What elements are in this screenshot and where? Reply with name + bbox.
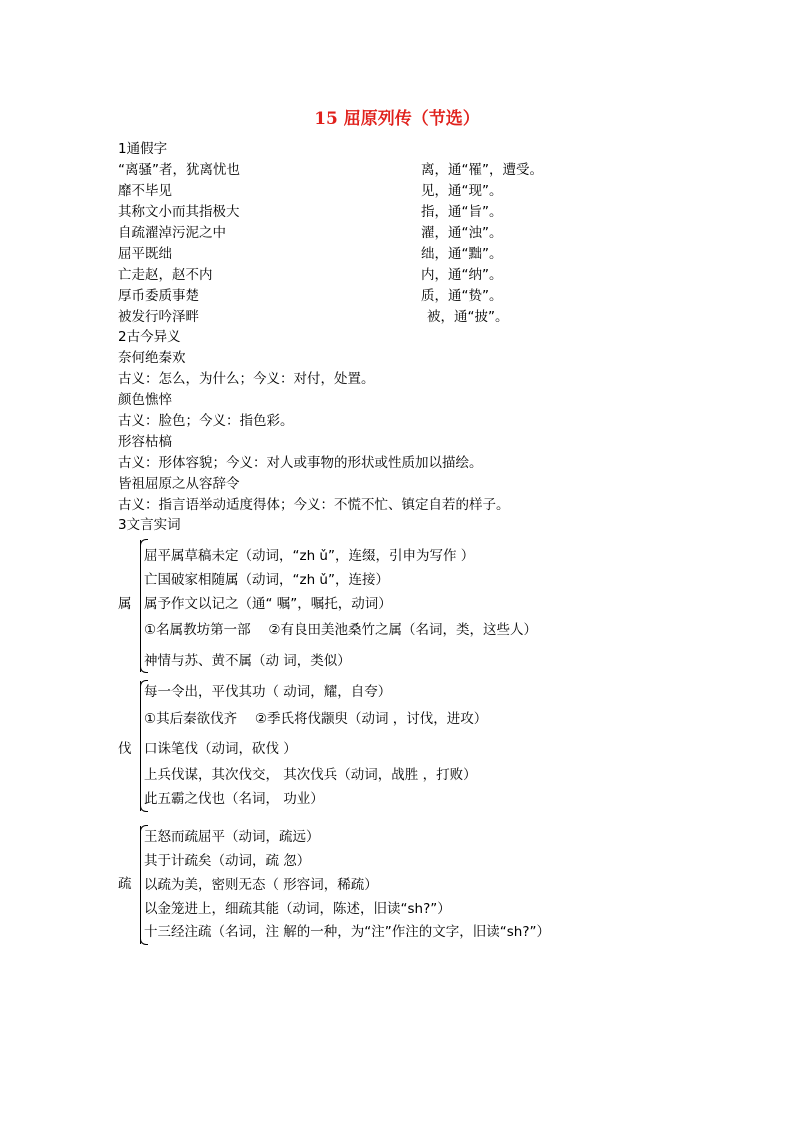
section-heading-wenyanshici: 3文言实词 [118, 517, 181, 533]
yiyi-phrase: 皆祖屈原之从容辞令 [118, 476, 240, 492]
tongjia-note: 见，通“现”。 [421, 183, 503, 199]
keyword-char: 疏 [118, 876, 132, 892]
usage-example: ①名属教坊第一部 ②有良田美池桑竹之属（名词，类，这些人） [144, 622, 537, 638]
tongjia-sentence: 屈平既绌 [118, 246, 172, 262]
usage-example: 以疏为美，密则无态（ 形容词，稀疏） [144, 877, 378, 893]
tongjia-note: 指，通“旨”。 [421, 204, 503, 220]
yiyi-phrase: 形容枯槁 [118, 434, 172, 450]
yiyi-explanation: 古义：指言语举动适度得体；今义：不慌不忙、镇定自若的样子。 [118, 497, 510, 513]
usage-example: 神情与苏、黄不属（动 词，类似） [144, 653, 351, 669]
yiyi-explanation: 古义：形体容貌；今义：对人或事物的形状或性质加以描绘。 [118, 455, 483, 471]
word-group-shu [118, 540, 678, 672]
usage-example: 屈平属草稿未定（动词，“zh ǔ”，连缀，引申为写作 ） [144, 548, 475, 564]
usage-example: 亡国破家相随属（动词，“zh ǔ”，连接） [144, 572, 389, 588]
usage-example: 上兵伐谋，其次伐交， 其次伐兵（动词，战胜 ，打败） [144, 767, 477, 783]
tongjia-sentence: 靡不毕见 [118, 183, 172, 199]
usage-example: 其于计疏矣（动词，疏 忽） [144, 853, 311, 869]
usage-example: 以金笼进上，细疏其能（动词，陈述，旧读“sh?”） [144, 901, 451, 917]
tongjia-note: 绌，通“黜”。 [421, 246, 503, 262]
usage-example: 此五霸之伐也（名词， 功业） [144, 791, 324, 807]
tongjia-note: 濯，通“浊”。 [421, 225, 503, 241]
word-group-fa [118, 681, 678, 811]
tongjia-note: 被，通“披”。 [427, 309, 509, 325]
yiyi-phrase: 颜色憔悴 [118, 392, 172, 408]
tongjia-note: 质，通“贽”。 [421, 288, 503, 304]
yiyi-phrase: 奈何绝秦欢 [118, 350, 186, 366]
yiyi-explanation: 古义：脸色；今义：指色彩。 [118, 413, 294, 429]
document-title: 15 屈原列传（节选） [314, 109, 480, 129]
tongjia-sentence: 厚币委质事楚 [118, 288, 199, 304]
tongjia-sentence: 被发行吟泽畔 [118, 309, 199, 325]
usage-example: 王怒而疏屈平（动词，疏远） [144, 829, 320, 845]
tongjia-note: 离，通“罹”，遭受。 [421, 162, 543, 178]
yiyi-explanation: 古义：怎么，为什么；今义：对付，处置。 [118, 371, 375, 387]
keyword-char: 属 [118, 596, 132, 612]
usage-example: ①其后秦欲伐齐 ②季氏将伐颛臾（动词 ，讨伐，进攻） [144, 711, 488, 727]
tongjia-sentence: 其称文小而其指极大 [118, 204, 240, 220]
word-group-shu-sparse [118, 826, 678, 944]
usage-example: 每一令出，平伐其功（ 动词，耀，自夸） [144, 684, 392, 700]
keyword-char: 伐 [118, 741, 132, 757]
section-heading-tongjiazi: 1通假字 [118, 141, 168, 157]
tongjia-sentence: 亡走赵，赵不内 [118, 267, 213, 283]
tongjia-note: 内，通“纳”。 [421, 267, 503, 283]
usage-example: 属予作文以记之（通“ 嘱”，嘱托，动词） [144, 596, 392, 612]
usage-example: 口诛笔伐（动词，砍伐 ） [144, 741, 297, 757]
tongjia-sentence: “离骚”者，犹离忧也 [118, 162, 240, 178]
tongjia-sentence: 自疏濯淖污泥之中 [118, 225, 226, 241]
usage-example: 十三经注疏（名词，注 解的一种，为“注”作注的文字，旧读“sh?”） [144, 924, 551, 940]
section-heading-gujinyiyi: 2古今异义 [118, 329, 181, 345]
